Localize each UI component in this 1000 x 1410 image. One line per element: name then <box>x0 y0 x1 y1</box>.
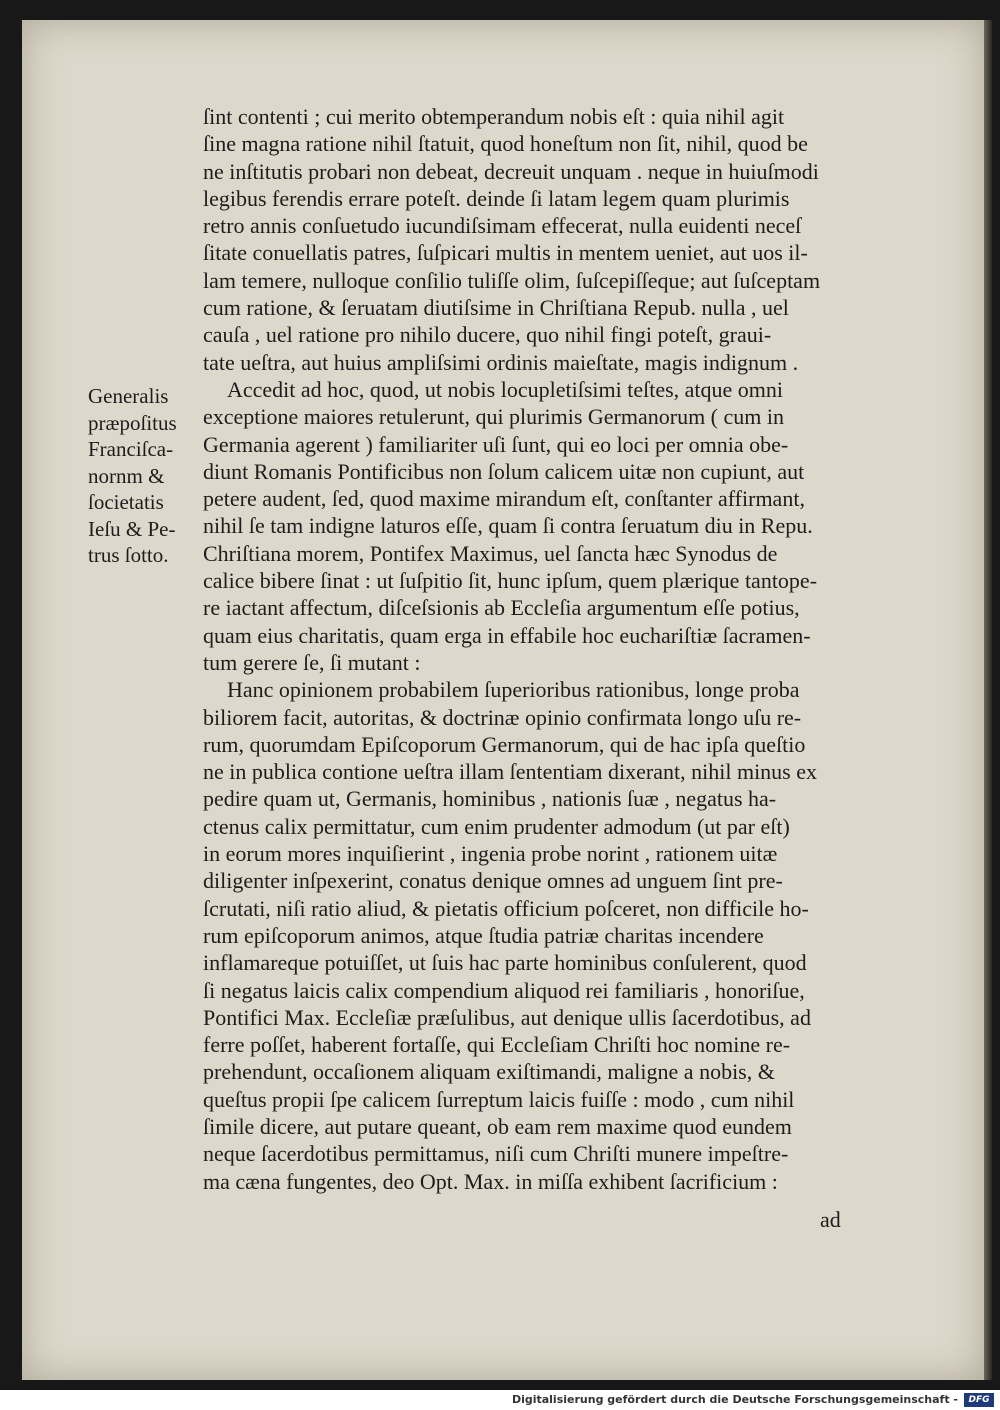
text-line: diligenter inſpexerint, conatus denique omnes ad unguem ſint pre- <box>203 868 783 894</box>
text-line: rum, quorumdam Epiſcoporum Germanorum, qui de hac ipſa queſtio <box>203 731 806 757</box>
text-line: pedire quam ut, Germanis, hominibus , nationis ſuæ , negatus ha- <box>203 786 777 812</box>
catchword: ad <box>820 1207 841 1232</box>
margin-note-line: præpoſitus <box>88 410 177 435</box>
text-line: ſcrutati, niſi ratio aliud, & pietatis officium poſceret, non difficile ho- <box>203 895 809 921</box>
text-line: nihil ſe tam indigne laturos eſſe, quam ſi contra ſeruatum diu in Repu. <box>203 513 813 539</box>
text-line: legibus ferendis errare poteſt. deinde ſi latam legem quam plurimis <box>203 185 790 211</box>
text-line: Hanc opinionem probabilem ſuperioribus rationibus, longe proba <box>227 677 800 703</box>
text-line: ſint contenti ; cui merito obtemperandum nobis eſt : quia nihil agit <box>203 104 785 129</box>
text-line: tate ueſtra, aut huius ampliſsimi ordinis maieſtate, magis indignum . <box>203 349 799 375</box>
marginal-note <box>88 383 206 569</box>
text-line: calice bibere ſinat : ut ſuſpitio ſit, hunc ipſum, quem plærique tantope- <box>203 568 818 594</box>
text-line: neque ſacerdotibus permittamus, niſi cum Chriſti munere impeſtre- <box>203 1141 789 1167</box>
page-edge <box>984 20 992 1380</box>
text-line: ne in publica contione ueſtra illam ſententiam dixerant, nihil minus ex <box>203 759 818 785</box>
text-line: diunt Romanis Pontificibus non ſolum calicem uitæ non cupiunt, aut <box>203 458 805 484</box>
text-line: Accedit ad hoc, quod, ut nobis locupletiſsimi teſtes, atque omni <box>227 376 784 402</box>
text-line: ſitate conuellatis patres, ſuſpicari multis in mentem ueniet, aut uos il- <box>203 240 808 266</box>
text-line: ctenus calix permittatur, cum enim prudenter admodum (ut par eſt) <box>203 813 790 839</box>
text-line: rum epiſcoporum animos, atque ſtudia patriæ charitas incendere <box>203 922 764 948</box>
text-line: cum ratione, & ſeruatam diutiſsime in Chriſtiana Repub. nulla , uel <box>203 295 789 321</box>
margin-note-line: Ieſu & Pe- <box>88 516 176 541</box>
text-line: quam eius charitatis, quam erga in effabile hoc euchariſtiæ ſacramen- <box>203 622 811 648</box>
text-line: Chriſtiana morem, Pontifex Maximus, uel ſancta hæc Synodus de <box>203 540 778 566</box>
text-line: inflamareque potuiſſet, ut ſuis hac parte hominibus conſulerent, quod <box>203 950 807 976</box>
text-line: ſi negatus laicis calix compendium aliquod rei familiaris , honoriſue, <box>203 977 805 1003</box>
text-line: prehendunt, occaſionem aliquam exiſtimandi, maligne a nobis, & <box>203 1059 775 1085</box>
text-line: tum gerere ſe, ſi mutant : <box>203 649 421 675</box>
margin-note-line: nornm & <box>88 463 165 488</box>
text-line: ma cæna fungentes, deo Opt. Max. in miſſa exhibent ſacrificium : <box>203 1168 778 1194</box>
margin-note-line: trus ſotto. <box>88 543 169 567</box>
text-line: Germania agerent ) familiariter uſi ſunt, qui eo loci per omnia obe- <box>203 431 789 457</box>
text-line: cauſa , uel ratione pro nihilo ducere, quo nihil fingi poteſt, graui- <box>203 322 772 348</box>
text-line: ſimile dicere, aut putare queant, ob eam rem maxime quod eundem <box>203 1113 792 1139</box>
text-line: lam temere, nulloque conſilio tuliſſe olim, ſuſcepiſſeque; aut ſuſceptam <box>203 267 821 293</box>
text-line: Pontifici Max. Eccleſiæ præſulibus, aut denique ullis ſacerdotibus, ad <box>203 1004 811 1030</box>
text-line: ferre poſſet, haberent fortaſſe, qui Eccleſiam Chriſti hoc nomine re- <box>203 1032 791 1058</box>
margin-note-line: Generalis <box>88 384 169 408</box>
text-line: retro annis conſuetudo iucundiſsimam effecerat, nulla euidenti neceſ <box>203 213 802 239</box>
text-line: petere audent, ſed, quod maxime mirandum eſt, conſtanter affirmant, <box>203 486 805 512</box>
margin-note-line: ſocietatis <box>88 490 164 514</box>
funding-credit: Digitalisierung gefördert durch die Deutsche Forschungsgemeinschaft - <box>511 1393 958 1406</box>
text-line: re iactant affectum, diſceſsionis ab Eccleſia argumentum eſſe potius, <box>203 595 800 621</box>
text-line: ne inſtitutis probari non debeat, decreuit unquam . neque in huiuſmodi <box>203 158 819 184</box>
text-line: exceptione maiores retulerunt, qui plurimis Germanorum ( cum in <box>203 404 785 430</box>
text-line: in eorum mores inquiſierint , ingenia probe norint , rationem uitæ <box>203 841 778 867</box>
main-text-block <box>203 103 898 1195</box>
margin-note-line: Franciſca- <box>88 437 174 461</box>
dfg-logo: DFG <box>964 1393 994 1407</box>
text-line: biliorem facit, autoritas, & doctrinæ opinio confirmata longo uſu re- <box>203 704 802 730</box>
text-line: ſine magna ratione nihil ſtatuit, quod honeſtum non ſit, nihil, quod be <box>203 131 808 157</box>
text-line: queſtus propii ſpe calicem ſurreptum laicis fuiſſe : modo , cum nihil <box>203 1086 795 1112</box>
